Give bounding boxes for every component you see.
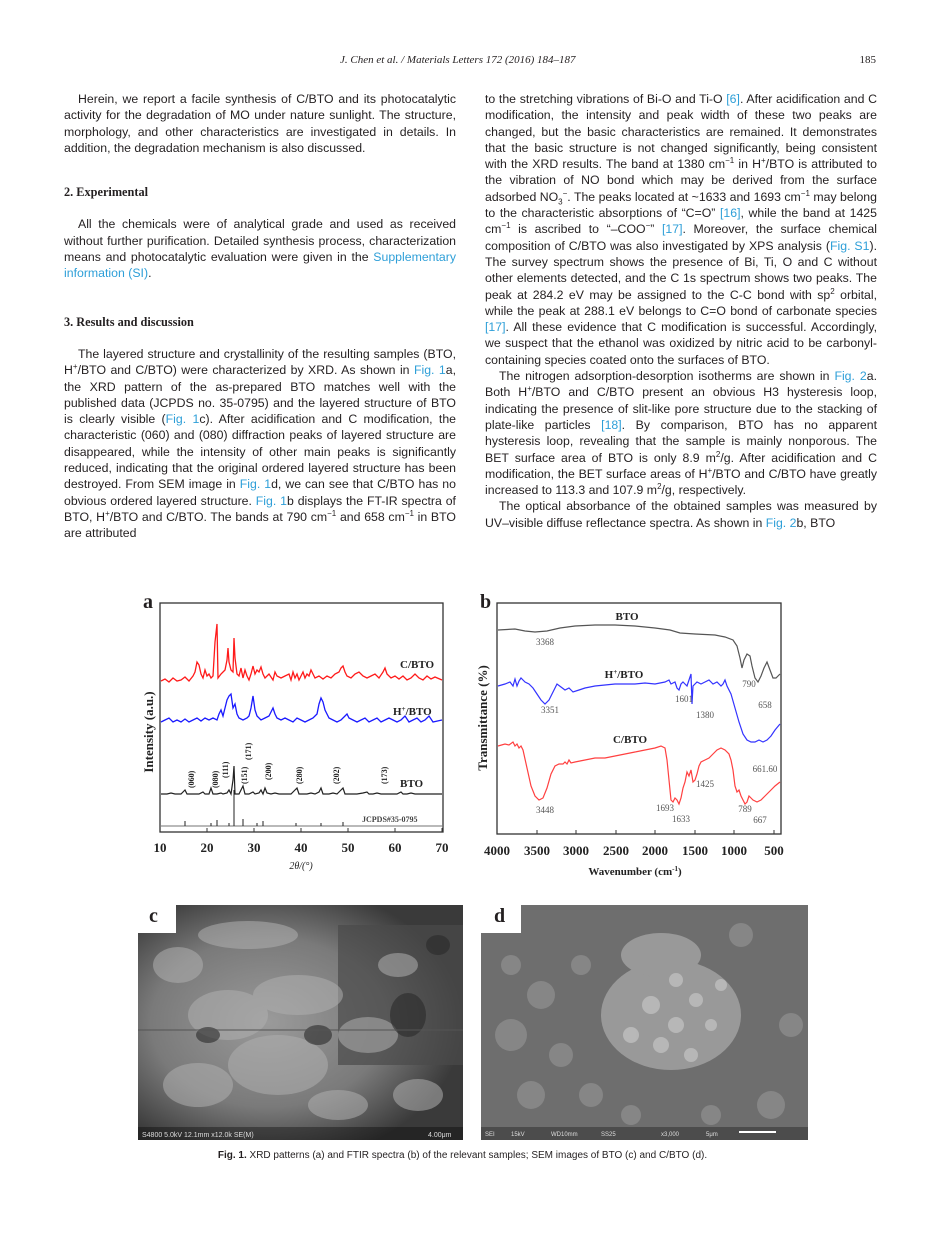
svg-text:30: 30 <box>247 840 261 855</box>
svg-text:15kV: 15kV <box>511 1132 525 1138</box>
page-number: 185 <box>859 54 876 66</box>
svg-text:x3,000: x3,000 <box>661 1132 680 1138</box>
figure-caption: Fig. 1. XRD patterns (a) and FTIR spectra (b) of the relevant samples; SEM images of BTO (c) and C/BTO (d). <box>217 1150 708 1161</box>
svg-text:789: 789 <box>738 804 752 814</box>
panel-label-b: b <box>480 591 492 613</box>
svg-text:667: 667 <box>753 815 767 825</box>
running-head <box>0 54 925 70</box>
fig-s1-link[interactable]: Fig. S1 <box>829 238 870 253</box>
svg-text:2θ/(°): 2θ/(°) <box>289 861 313 872</box>
svg-text:1601: 1601 <box>675 694 693 704</box>
svg-text:4.00μm: 4.00μm <box>428 1132 452 1139</box>
series-label-jcpds: JCPDS#35-0795 <box>362 815 418 824</box>
ftir-paragraph: to the stretching vibrations of Bi-O and Ti-O [6]. After acidification and C modification, the intensity and peak width of these two peaks are changed, but the basic characteristics are remained. It demonstrates that the basic structure is not changed significantly, being consistent with the XRD results. The band at 1380 $cm^{-1}$ in H+/BTO is attributed to the vibration of NO bond which may be derived from the surface adsorbed $NO_3^-$. The peaks located at ~1633 and 1693 $cm^{-1}$ may belong to the characteristic absorptions of “C=O” [16], while the band at 1425 $cm^{-1}$ is ascribed to “–COO−” [17]. Moreover, the surface chemical composition of C/BTO was also investigated by XPS analysis (Fig. S1). The survey spectrum shows the presence of Bi, Ti, O and C without other elements detected, and the C 1s spectrum shows two peaks. The peak at 284.2 eV may be assigned to the C-C bond with $sp^2$ orbital, while the peak at 288.1 eV belongs to C=O bond of carbonate species [17]. All these evidence that C modification is successful. Accordingly, we suspect that the ethanol was oxidized by nitric acid to be carbonyl-containing species coated onto the surfaces of BTO. <box>485 92 878 367</box>
series-label-cbto: C/BTO <box>400 659 435 671</box>
svg-text:50: 50 <box>341 840 355 855</box>
svg-text:SS25: SS25 <box>601 1132 616 1138</box>
fig2-link[interactable]: Fig. 2 <box>765 515 797 530</box>
sem-image-cbto <box>481 905 808 1140</box>
section-heading-results: 3. Results and discussion <box>64 314 194 329</box>
sem-image-bto <box>138 905 463 1140</box>
svg-text:3000: 3000 <box>563 843 589 858</box>
left-column <box>64 91 456 542</box>
svg-text:1633: 1633 <box>672 814 690 824</box>
svg-text:(173): (173) <box>380 766 389 784</box>
uvvis-paragraph: The optical absorbance of the obtained samples was measured by UV–visible diffuse reflectance spectra. As shown in Fig. 2b, BTO <box>485 499 877 530</box>
svg-text:1500: 1500 <box>682 843 708 858</box>
svg-text:1425: 1425 <box>696 779 714 789</box>
xrd-chart <box>135 590 465 885</box>
svg-text:SEI: SEI <box>485 1132 495 1138</box>
svg-text:790: 790 <box>742 679 756 689</box>
experimental-paragraph: All the chemicals were of analytical grade and used as received without further purification. Detailed synthesis process, characterization means and photocatalytic evaluation were given in the Supplementary information (SI). <box>64 217 456 281</box>
series-label-bto: BTO <box>400 778 424 790</box>
fig1-link[interactable]: Fig. 1 <box>239 477 272 492</box>
reference-link[interactable]: [16] <box>720 206 741 221</box>
fig2-link[interactable]: Fig. 2 <box>834 369 867 384</box>
svg-text:(280): (280) <box>295 766 304 784</box>
series-label-hbto: H+/BTO <box>393 705 432 718</box>
svg-text:3368: 3368 <box>536 637 554 647</box>
svg-text:1000: 1000 <box>721 843 747 858</box>
svg-text:60: 60 <box>388 840 402 855</box>
bet-paragraph: The nitrogen adsorption-desorption isotherms are shown in Fig. 2a. Both H+/BTO and C/BTO present an obvious H3 hysteresis loop, indicating the presence of slit-like pore structure due to the stacking of plate-like particles [18]. By comparison, BTO has no apparent hysteresis loop, revealing that the sample is mainly nonporous. The BET surface area of BTO is only 8.9 $m^2/g$. After acidification and C modification, the BET surface areas of H+/BTO and C/BTO have greatly increased to 113.3 and 107.9 $m^2/g$, respectively. <box>485 369 878 498</box>
svg-text:4000: 4000 <box>484 843 510 858</box>
intro-paragraph: Herein, we report a facile synthesis of C/BTO and its photocatalytic activity for the degradation of MO under nature sunlight. The structure, morphology, and other characteristics are investigated in details. In addition, the degradation mechanism is also discussed. <box>64 92 456 155</box>
svg-text:(080): (080) <box>211 770 220 788</box>
fig1-link[interactable]: Fig. 1 <box>255 493 287 508</box>
panel-label-a: a <box>143 591 153 613</box>
journal-citation: J. Chen et al. / Materials Letters 172 (2016) 184–187 <box>340 54 576 66</box>
svg-text:Transmittance (%): Transmittance (%) <box>475 665 490 771</box>
reference-link[interactable]: [18] <box>601 417 622 432</box>
svg-text:BTO: BTO <box>615 611 639 623</box>
svg-text:(202): (202) <box>332 766 341 784</box>
ftir-chart <box>465 590 795 885</box>
svg-text:500: 500 <box>764 843 784 858</box>
svg-text:70: 70 <box>435 840 449 855</box>
fig1-link[interactable]: Fig. 1 <box>413 363 446 378</box>
svg-text:20: 20 <box>200 840 214 855</box>
section-heading-experimental: 2. Experimental <box>64 185 149 200</box>
svg-text:C/BTO: C/BTO <box>612 734 648 746</box>
reference-link[interactable]: [6] <box>726 92 740 106</box>
svg-text:3351: 3351 <box>541 705 559 715</box>
panel-label-d: d <box>494 905 506 927</box>
fig1-link[interactable]: Fig. 1 <box>165 412 200 427</box>
svg-text:3448: 3448 <box>536 805 554 815</box>
svg-text:2500: 2500 <box>603 843 629 858</box>
svg-text:2000: 2000 <box>642 843 668 858</box>
svg-text:5μm: 5μm <box>706 1132 718 1138</box>
supplementary-info-link[interactable]: Supplementary information (SI) <box>64 250 456 281</box>
svg-text:658: 658 <box>758 700 772 710</box>
svg-text:Wavenumber (cm-1): Wavenumber $(cm^{-1})$ <box>588 865 682 878</box>
svg-text:3500: 3500 <box>524 843 550 858</box>
panel-label-c: c <box>149 905 158 927</box>
svg-text:(200): (200) <box>264 762 273 780</box>
svg-text:H+/BTO: H+/BTO <box>604 668 644 681</box>
reference-link[interactable]: [17] <box>661 222 683 237</box>
svg-text:10: 10 <box>153 840 167 855</box>
svg-text:Intensity (a.u.): Intensity (a.u.) <box>141 691 156 773</box>
reference-link[interactable]: [17] <box>485 320 506 335</box>
svg-text:661.60: 661.60 <box>752 764 778 774</box>
svg-text:(111): (111) <box>221 761 230 778</box>
right-column <box>485 91 877 531</box>
svg-text:WD10mm: WD10mm <box>551 1132 578 1138</box>
svg-text:(151): (151) <box>240 766 249 784</box>
svg-text:(171): (171) <box>244 742 253 760</box>
results-paragraph: The layered structure and crystallinity of the resulting samples (BTO, H+/BTO and C/BTO) were characterized by XRD. As shown in Fig. 1a, the XRD pattern of the as-prepared BTO matches well with the published data (JCPDS no. 35-0795) and the layered structure of BTO is clearly visible (Fig. 1c). After acidification and C modification, the characteristic (060) and (080) diffraction peaks of layered structure are disappeared, while the intensity of other main peaks is significantly reduced, indicating that the original ordered layered structure has been destroyed. From SEM image in Fig. 1d, we can see that C/BTO has no obvious ordered layered structure. Fig. 1b displays the FT-IR spectra of BTO, H+/BTO and C/BTO. The bands at 790 $cm^{-1}$ and 658 $cm^{-1}$ in BTO are attributed <box>64 346 456 541</box>
svg-text:S4800 5.0kV 12.1mm x12.0k SE(M: S4800 5.0kV 12.1mm x12.0k SE(M) <box>142 1132 254 1139</box>
svg-text:40: 40 <box>294 840 308 855</box>
svg-text:1693: 1693 <box>656 803 674 813</box>
svg-text:(060): (060) <box>187 770 196 788</box>
svg-text:1380: 1380 <box>696 710 714 720</box>
